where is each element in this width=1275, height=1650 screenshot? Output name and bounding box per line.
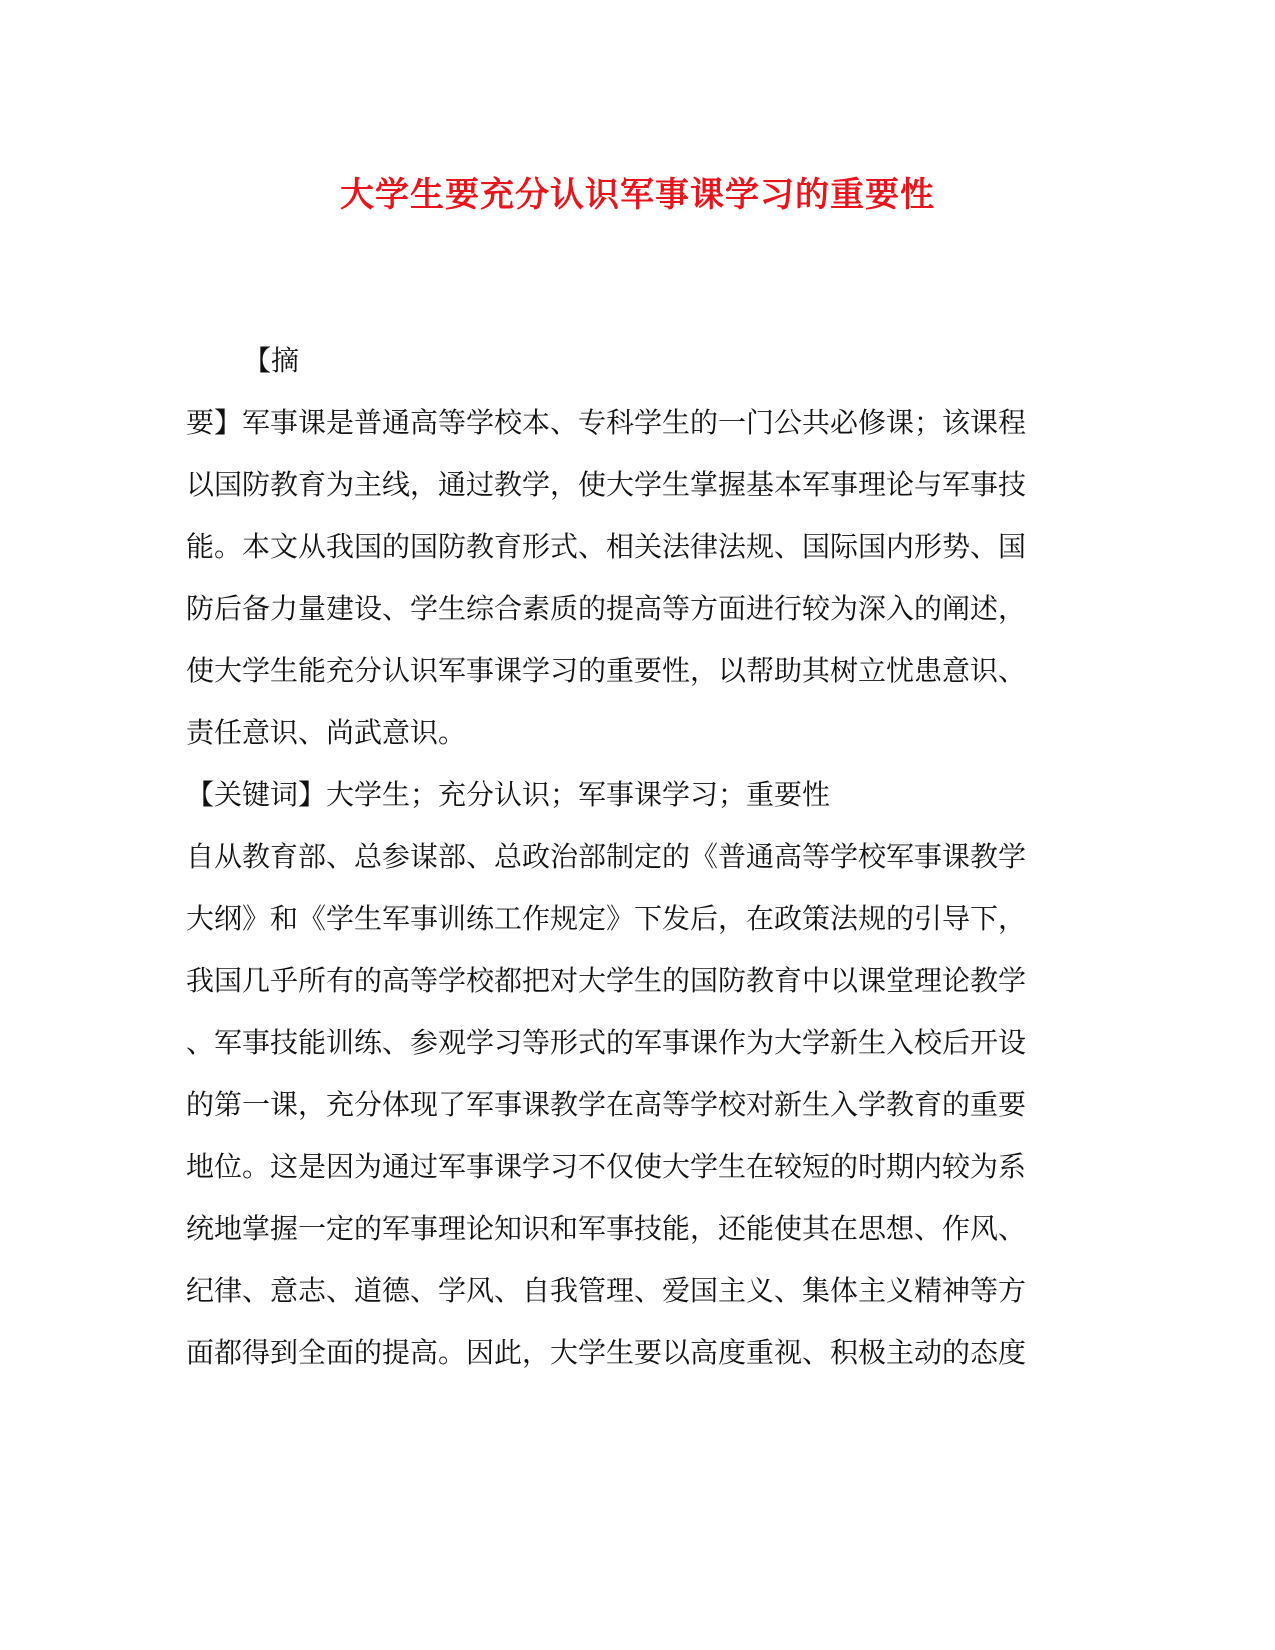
body-line-text: 的第一课，充分体现了军事课教学在高等学校对新生入学教育的重要 (186, 1088, 1027, 1121)
body-line-text: 地位。这是因为通过军事课学习不仅使大学生在较短的时期内较为系 (186, 1150, 1027, 1183)
body-line-text: 责任意识、尚武意识。 (186, 716, 467, 749)
body-line-text: 面都得到全面的提高。因此，大学生要以高度重视、积极主动的态度 (186, 1336, 1027, 1369)
body-line-text: 自从教育部、总参谋部、总政治部制定的《普通高等学校军事课教学 (186, 840, 1027, 873)
body-line-text: 纪律、意志、道德、学风、自我管理、爱国主义、集体主义精神等方 (186, 1274, 1027, 1307)
body-line-text: 、军事技能训练、参观学习等形式的军事课作为大学新生入校后开设 (186, 1026, 1027, 1059)
body-line-text: 能。本文从我国的国防教育形式、相关法律法规、国际国内形势、国 (186, 530, 1027, 563)
document-title: 大学生要充分认识军事课学习的重要性 (340, 175, 935, 215)
keywords-text: 【关键词】大学生；充分认识；军事课学习；重要性 (186, 778, 831, 811)
body-line-text: 防后备力量建设、学生综合素质的提高等方面进行较为深入的阐述， (186, 592, 1027, 625)
body-line-text: 以国防教育为主线，通过教学，使大学生掌握基本军事理论与军事技 (186, 468, 1027, 501)
body-line-text: 我国几乎所有的高等学校都把对大学生的国防教育中以课堂理论教学 (186, 964, 1027, 997)
body-line-text: 要】军事课是普通高等学校本、专科学生的一门公共必修课；该课程 (186, 406, 1027, 439)
body-line-text: 使大学生能充分认识军事课学习的重要性，以帮助其树立忧患意识、 (186, 654, 1027, 687)
body-line-text: 统地掌握一定的军事理论知识和军事技能，还能使其在思想、作风、 (186, 1212, 1027, 1245)
abstract-heading: 【摘 (243, 344, 300, 377)
body-line-text: 大纲》和《学生军事训练工作规定》下发后，在政策法规的引导下， (186, 902, 1027, 935)
